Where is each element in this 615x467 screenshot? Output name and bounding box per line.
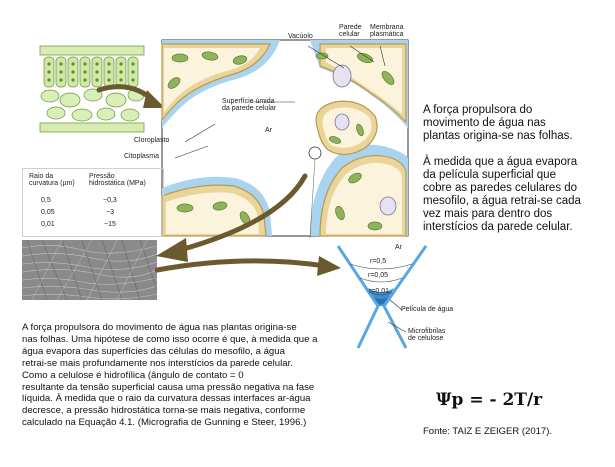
label-parede-celular: [339, 24, 362, 38]
right-text-block: [423, 104, 608, 234]
right-p2-line: mesofilo, a água retrai-se cada: [423, 195, 581, 207]
right-p1-line: A força propulsora do: [423, 104, 533, 116]
right-text-p2: [423, 156, 608, 234]
arrow-cells-to-micrograph: [120, 172, 315, 267]
caption-line: água evapora das superfícies das células do mesofilo, a água: [22, 345, 285, 357]
label-superficie-line2: da parede celular: [222, 105, 277, 112]
caption-line: decresce, a pressão hidrostática torna-se mais negativa, conforme: [22, 405, 306, 417]
label-parede-line2: celular: [339, 31, 360, 38]
right-p2-line: da película superficial que: [423, 169, 556, 181]
header-radius-line1: Raio da: [29, 173, 54, 180]
source-citation: Fonte: TAIZ E ZEIGER (2017).: [423, 426, 552, 437]
label-pelicula-agua: Película de água: [401, 306, 454, 313]
label-microfibrilas-line2: de celulose: [408, 335, 444, 342]
table-row: 0,5: [41, 197, 51, 204]
table-header-radius: [29, 173, 75, 187]
caption-line: retrai-se mais profundamente nos interstícios da parede celular.: [22, 357, 293, 369]
label-ar-funnel: Ar: [395, 244, 402, 251]
label-r-001: r=0,01: [369, 288, 390, 295]
label-superficie-line1: Superfície úmida: [222, 98, 275, 105]
right-p2-line: vez mais para dentro dos: [423, 208, 553, 220]
label-parede-line1: Parede: [339, 24, 362, 31]
caption-line: resultante da tensão superficial causa uma pressão negativa na fase: [22, 381, 315, 393]
right-p1-line: plantas origina-se nas folhas.: [423, 130, 573, 142]
label-vacuolo: Vacúolo: [288, 33, 313, 40]
right-p2-line: cobre as paredes celulares do: [423, 182, 578, 194]
arrow-leaf-to-cells: [95, 80, 170, 120]
table-row: −0,3: [103, 197, 117, 204]
label-superficie-umida: [222, 98, 276, 112]
right-text-p1: [423, 104, 608, 143]
header-radius-line2: curvatura (µm): [29, 180, 75, 187]
label-membrana-line2: plasmática: [370, 31, 404, 38]
caption-line: líquida. À medida que o raio da curvatura dessas interfaces ar-água: [22, 393, 311, 405]
right-p2-line: interstícios da parede celular.: [423, 221, 573, 233]
right-p1-line: movimento de água nas: [423, 117, 546, 129]
caption-line: A força propulsora do movimento de água nas plantas origina-se: [22, 322, 297, 333]
caption-line: nas folhas. Uma hipótese de como isso ocorre é que, à medida que a: [22, 333, 318, 345]
label-microfibrilas: [408, 328, 445, 342]
label-r-05: r=0,5: [370, 258, 387, 265]
right-p2-line: À medida que a água evapora: [423, 156, 578, 168]
label-membrana-line1: Membrana: [370, 24, 404, 31]
caption-line: calculado na Equação 4.1. (Micrografia de Gunning e Steer, 1996.): [22, 417, 307, 429]
table-row: 0,01: [41, 221, 55, 228]
figure-caption: [22, 322, 352, 429]
header-pressure-line2: hidrostática (MPa): [89, 180, 146, 187]
label-microfibrilas-line1: Microfibrilas: [408, 328, 446, 335]
label-r-005: r=0,05: [368, 272, 389, 279]
table-row: 0,05: [41, 209, 55, 216]
header-pressure-line1: Pressão: [89, 173, 115, 180]
label-citoplasma: Citoplasma: [124, 153, 160, 160]
label-ar-cells: Ar: [265, 127, 272, 134]
pressure-formula: Ψp = - 2T/r: [436, 390, 543, 410]
label-membrana: [370, 24, 403, 38]
table-row: −3: [106, 209, 114, 216]
table-row: −15: [104, 221, 116, 228]
label-cloroplasto: Cloroplasto: [134, 137, 170, 144]
caption-line: Como a celulose é hidrofílica (ângulo de contato = 0: [22, 369, 244, 381]
